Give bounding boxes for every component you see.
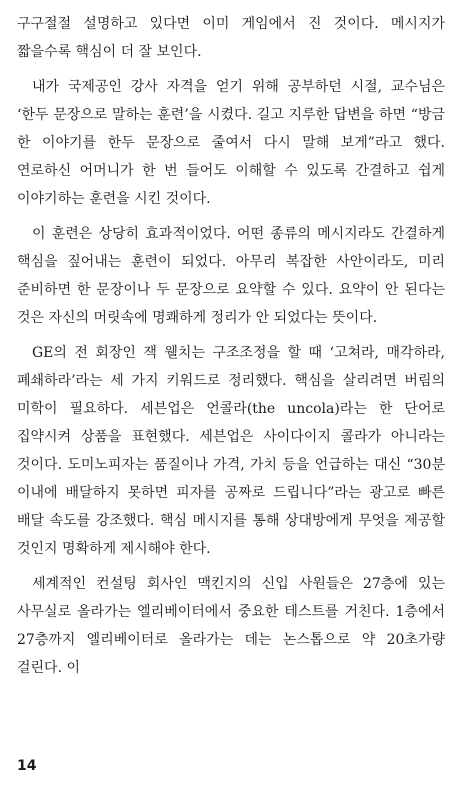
body-text: [17, 10, 445, 689]
paragraph-5: 세계적인 컨설팅 회사인 맥킨지의 신입 사원들은 27층에 있는 사무실로 올라가는 엘리베이터에서 중요한 테스트를 거친다. 1층에서 27층까지 엘리베이터로 올라가는 데는 논스톱으로 약 20초가량 걸린다. 이: [17, 576, 445, 676]
paragraph-4: GE의 전 회장인 잭 웰치는 구조조정을 할 때 ‘고쳐라, 매각하라, 폐쇄하라’라는 세 가지 키워드로 정리했다. 핵심을 살리려면 버림의 미학이 필요하다. 세븐업은 언콜라(the uncola)라는 한 단어로 집약시켜 상품을 표현했다. 세븐업은 사이다이지 콜라가 아니라는 것이다. 도미노피자는 품질이나 가격, 가치 등을 언급하는 대신 “30분 이내에 배달하지 못하면 피자를 공짜로 드립니다”라는 광고로 빠른 배달 속도를 강조했다. 핵심 메시지를 통해 상대방에게 무엇을 제공할 것인지 명확하게 제시해야 한다.: [17, 345, 445, 557]
paragraph-3: 이 훈련은 상당히 효과적이었다. 어떤 종류의 메시지라도 간결하게 핵심을 짚어내는 훈련이 되었다. 아무리 복잡한 사안이라도, 미리 준비하면 한 문장이나 두 문장으로 요약할 수 있다. 요약이 안 된다는 것은 자신의 머릿속에 명쾌하게 정리가 안 되었다는 뜻이다.: [17, 226, 445, 326]
page-number: 14: [17, 758, 37, 774]
paragraph-1: 구구절절 설명하고 있다면 이미 게임에서 진 것이다. 메시지가 짧을수록 핵심이 더 잘 보인다.: [17, 16, 445, 60]
paragraph-2: 내가 국제공인 강사 자격을 얻기 위해 공부하던 시절, 교수님은 ‘한두 문장으로 말하는 훈련’을 시켰다. 길고 지루한 답변을 하면 “방금 한 이야기를 한두 문장으로 줄여서 다시 말해 보게”라고 했다. 연로하신 어머니가 한 번 들어도 이해할 수 있도록 간결하고 쉽게 이야기하는 훈련을 시킨 것이다.: [17, 79, 445, 207]
